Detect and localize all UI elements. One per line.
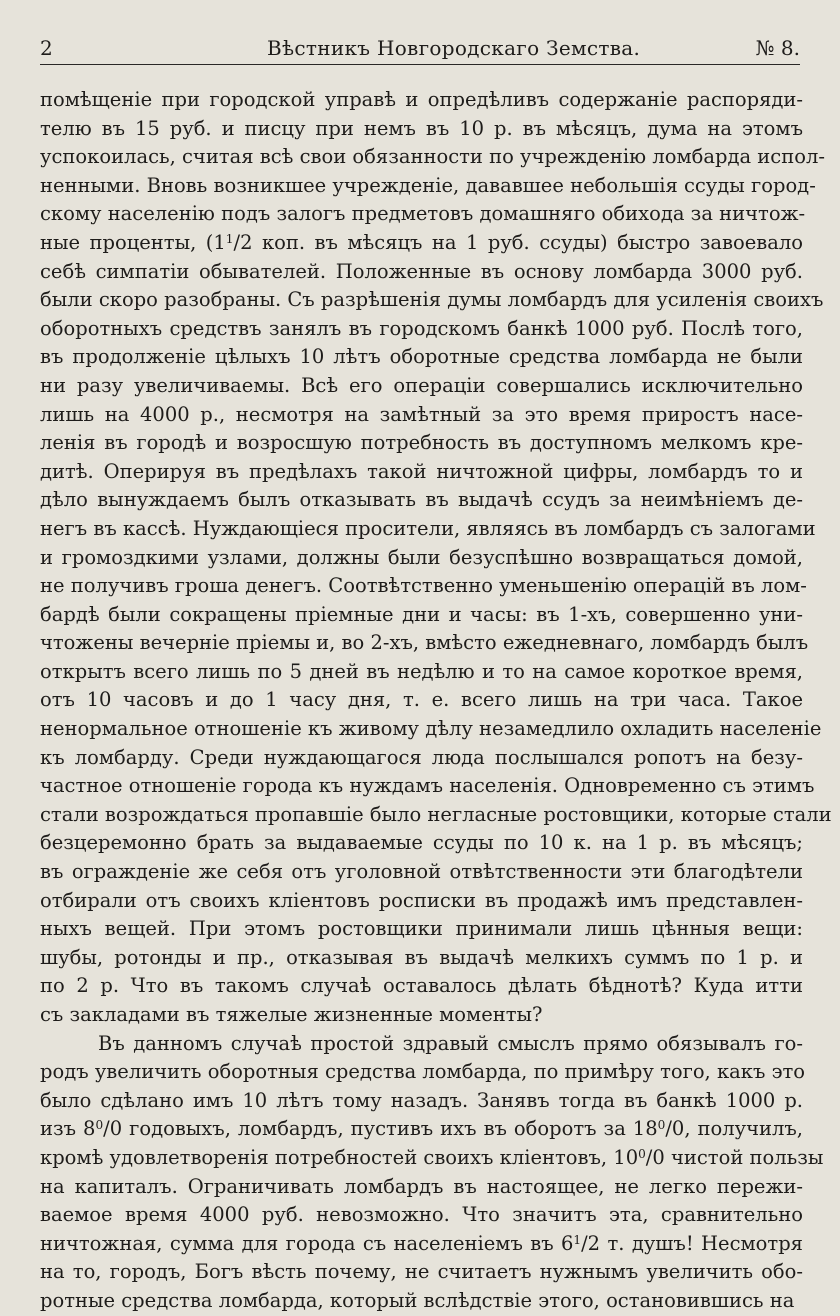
text-line: въ продолженіе цѣлыхъ 10 лѣтъ оборотные средства ломбарда не были [40,345,803,369]
paragraph [40,1030,824,1316]
text-line: было сдѣлано имъ 10 лѣтъ тому назадъ. Занявъ тогда въ банкѣ 1000 р. [40,1088,803,1112]
text-line: дѣло вынуждаемъ былъ отказывать въ выдачѣ ссудъ за неимѣніемъ де- [40,488,803,512]
text-line: лишь на 4000 р., несмотря на замѣтный за это время приростъ насе- [40,402,803,426]
text-line: негъ въ кассѣ. Нуждающіеся просители, являясь въ ломбардъ съ залогами [40,516,816,540]
text-line: ненормальное отношеніе къ живому дѣлу незамедлило охладить населеніе [40,717,822,741]
page-header [40,30,800,65]
text-line: шубы, ротонды и пр., отказывая въ выдачѣ мелкихъ суммъ по 1 р. и [40,945,803,969]
text-line: чтожены вечерніе пріемы и, во 2-хъ, вмѣсто ежедневнаго, ломбардъ былъ [40,631,809,655]
text-line: оборотныхъ средствъ занялъ въ городскомъ банкѣ 1000 руб. Послѣ того, [40,316,803,340]
text-line: ненными. Вновь возникшее учрежденіе, дававшее небольшія ссуды город- [40,173,816,197]
text-line: по 2 р. Что въ такомъ случаѣ оставалось дѣлать бѣднотѣ? Куда итти [40,974,803,998]
article-body [40,86,832,1316]
text-line: ные проценты, ($1^1/2$ коп. въ мѣсяцъ на 1 руб. ссуды) быстро завоевало [40,230,803,254]
text-line: помѣщеніе при городской управѣ и опредѣливъ содержаніе распоряди- [40,88,803,111]
text-line: открытъ всего лишь по 5 дней въ недѣлю и то на самое короткое время, [40,659,803,683]
text-line: Въ данномъ случаѣ простой здравый смыслъ прямо обязывалъ го- [98,1031,803,1055]
text-line: ныхъ вещей. При этомъ ростовщики принимали лишь цѣнныя вещи: [40,917,803,941]
text-line: скому населенію подъ залогъ предметовъ домашняго обихода за ничтож- [40,202,806,226]
text-line: ротные средства ломбарда, который вслѣдствіе этого, остановившись на [40,1288,795,1312]
text-line: ни разу увеличиваемы. Всѣ его операціи совершались исключительно [40,373,803,397]
paragraph [40,86,832,1030]
text-line: ленія въ городѣ и возросшую потребность въ доступномъ мелкомъ кре- [40,431,803,455]
text-line: отъ 10 часовъ и до 1 часу дня, т. е. всего лишь на три часа. Такое [40,688,803,712]
issue-number: № 8. [755,36,800,60]
text-line: успокоилась, считая всѣ свои обязанности по учрежденію ломбарда испол- [40,145,825,169]
text-line: себѣ симпатіи обывателей. Положенные въ основу ломбарда 3000 руб. [40,259,803,283]
text-line: на капиталъ. Ограничивать ломбардъ въ настоящее, не легко пережи- [40,1174,803,1198]
text-line: отбирали отъ своихъ кліентовъ росписки въ продажѣ имъ представлен- [40,888,803,912]
text-line: ничтожная, сумма для города съ населеніемъ въ $6^1/2$ т. душъ! Несмотря [40,1231,803,1255]
text-line: и громоздкими узлами, должны были безуспѣшно возвращаться домой, [40,545,803,569]
text-line: бардѣ были сокращены пріемные дни и часы: въ 1-хъ, совершенно уни- [40,602,803,626]
text-line: родъ увеличить оборотныя средства ломбарда, по примѣру того, какъ это [40,1060,806,1084]
text-line: были скоро разобраны. Съ разрѣшенія думы ломбардъ для усиленія своихъ [40,288,824,312]
text-line: изъ $8^0/0$ годовыхъ, ломбардъ, пустивъ ихъ въ оборотъ за $18^0/0$, получилъ, [40,1117,803,1141]
text-line: дитѣ. Оперируя въ предѣлахъ такой ничтожной цифры, ломбардъ то и [40,459,803,483]
text-line: кромѣ удовлетворенія потребностей своихъ кліентовъ, $10^0/0$ чистой пользы [40,1145,824,1169]
page-number: 2 [40,36,53,60]
journal-title: Вѣстникъ Новгородскаго Земства. [267,36,641,60]
text-line: ваемое время 4000 руб. невозможно. Что значитъ эта, сравнительно [40,1203,803,1227]
text-line: телю въ 15 руб. и писцу при немъ въ 10 р. въ мѣсяцъ, дума на этомъ [40,116,803,140]
text-line: въ огражденіе же себя отъ уголовной отвѣтственности эти благодѣтели [40,860,803,884]
text-line: на то, городъ, Богъ вѣсть почему, не считаетъ нужнымъ увеличить обо- [40,1260,803,1284]
text-line: частное отношеніе города къ нуждамъ населенія. Одновременно съ этимъ [40,774,815,798]
text-line: съ закладами въ тяжелые жизненные моменты? [40,1003,543,1026]
text-line: не получивъ гроша денегъ. Соотвѣтственно уменьшенію операцій въ лом- [40,574,807,598]
text-line: стали возрождаться пропавшіе было негласные ростовщики, которые стали [40,802,832,826]
text-line: къ ломбарду. Среди нуждающагося люда послышался ропотъ на безу- [40,745,803,769]
text-line: безцеремонно брать за выдаваемые ссуды по 10 к. на 1 р. въ мѣсяцъ; [40,831,803,855]
